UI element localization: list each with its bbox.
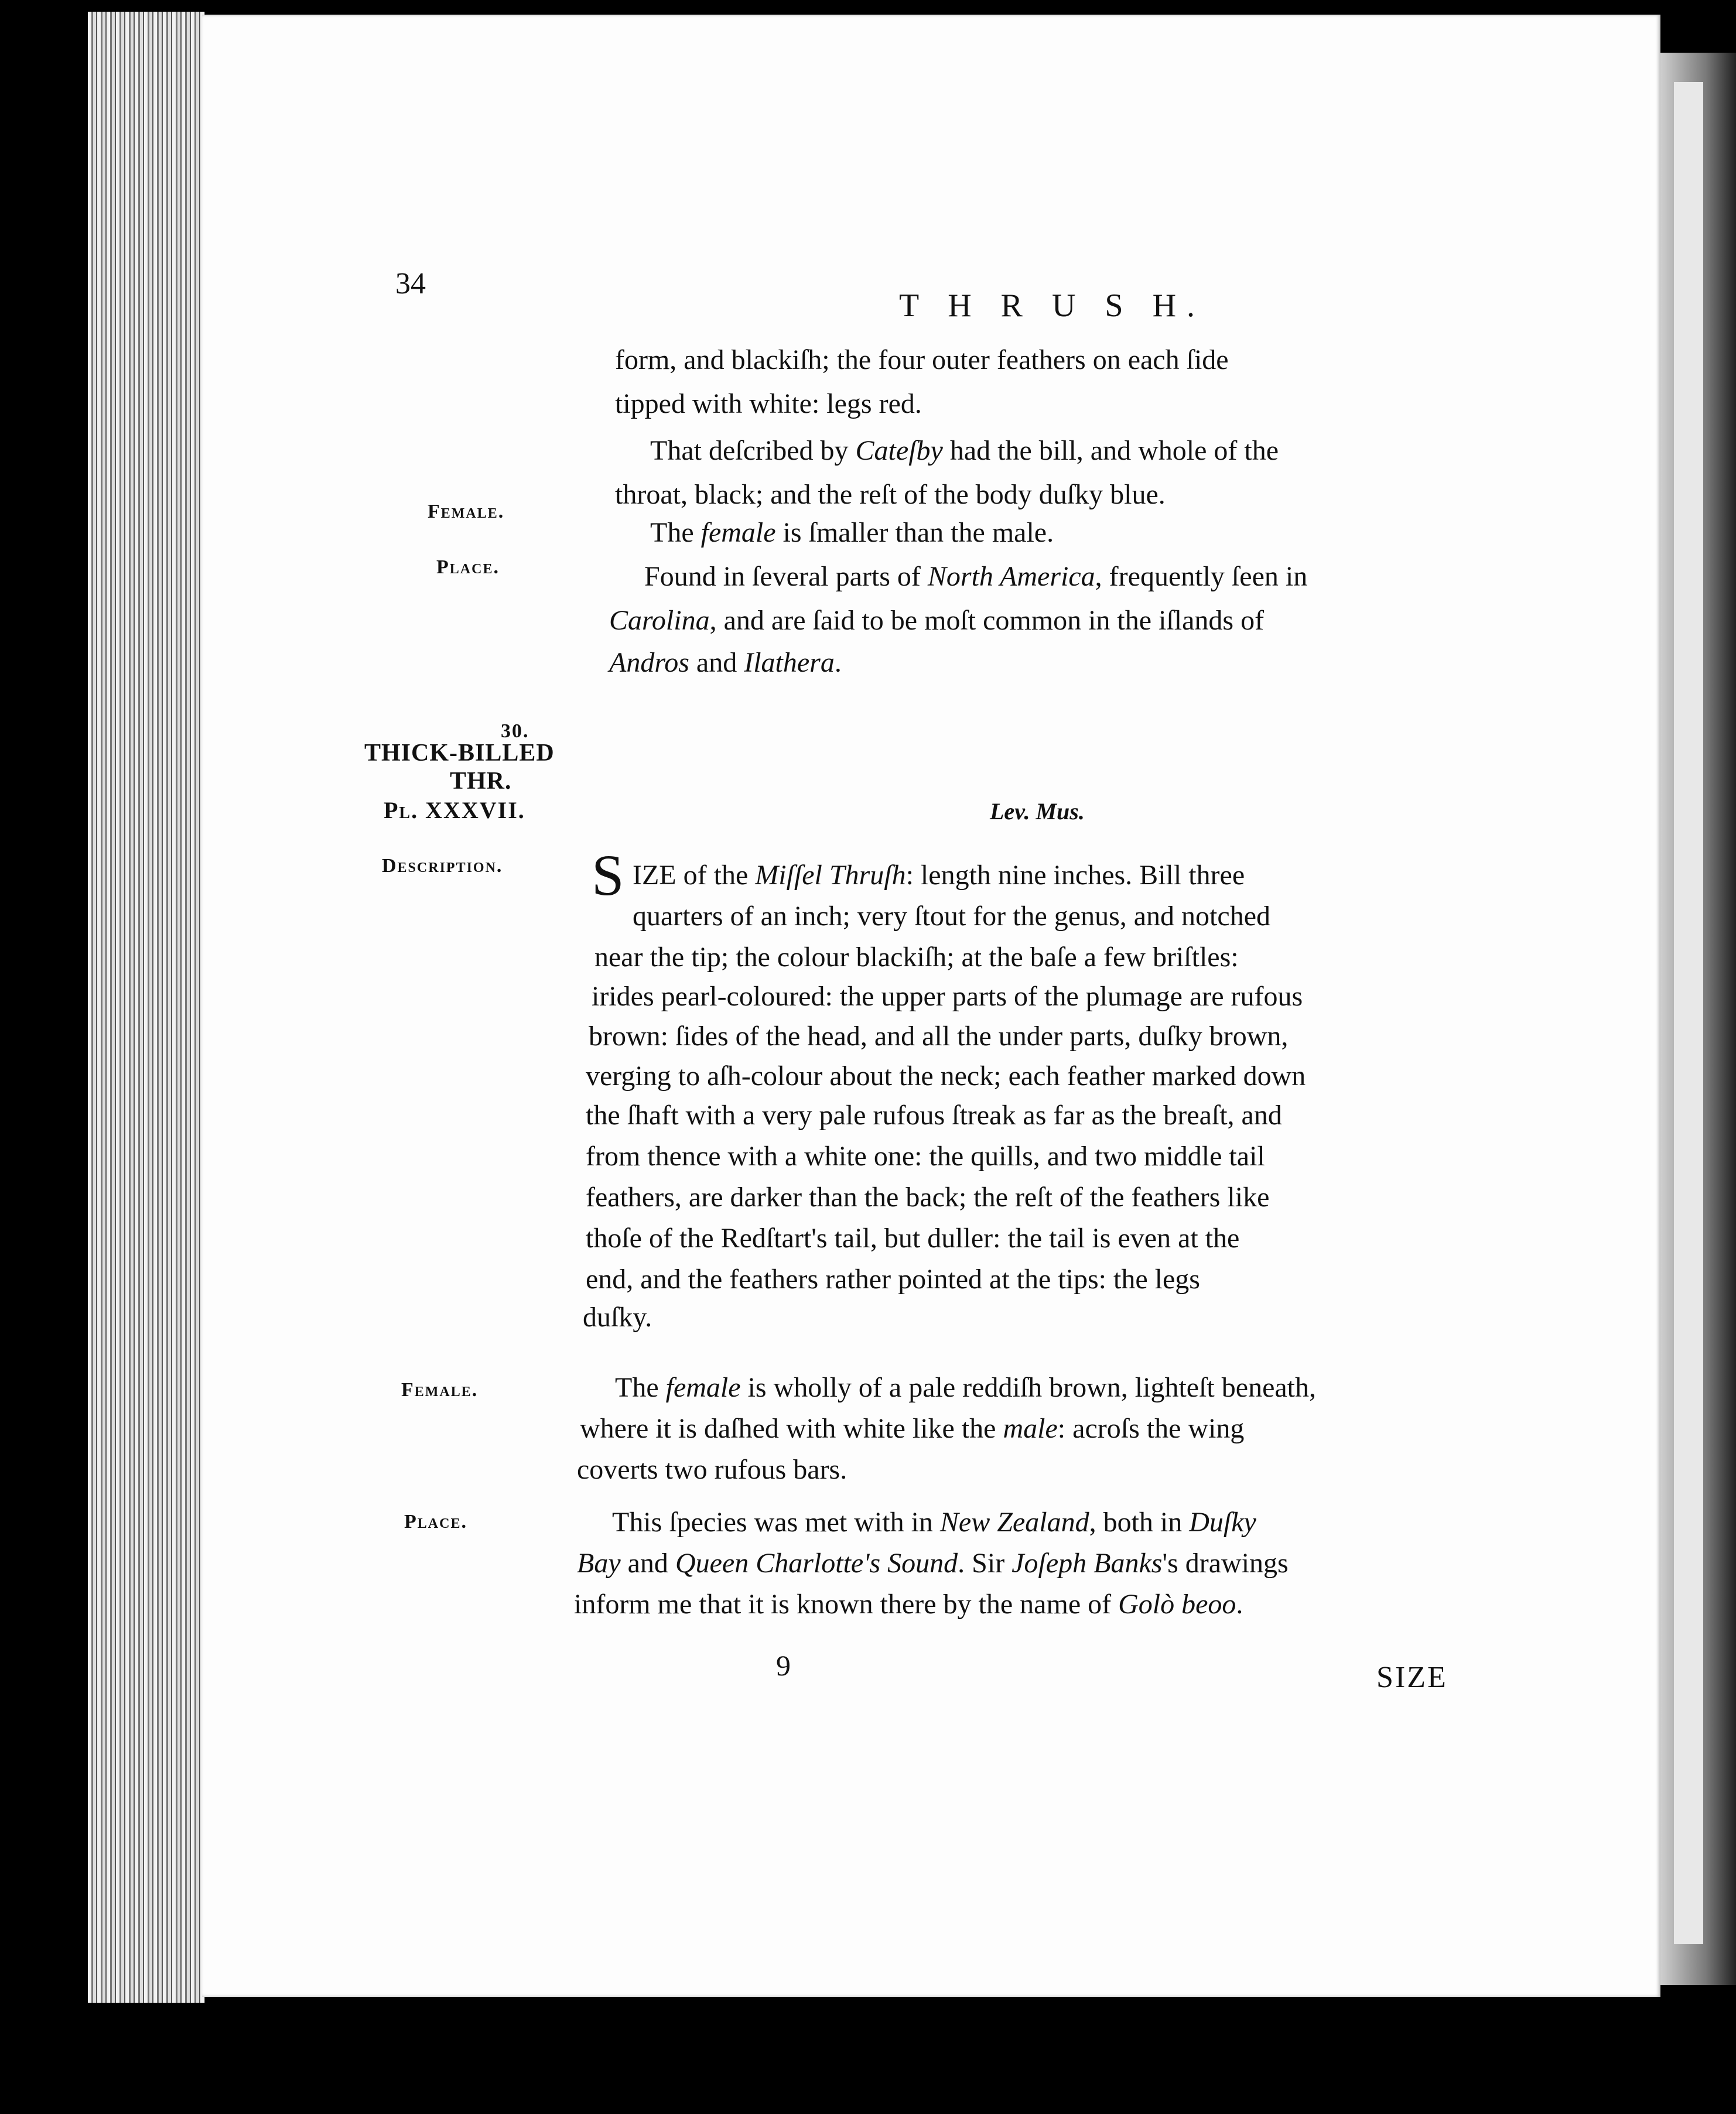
catchword: SIZE	[1376, 1661, 1448, 1694]
sidenote-plate: Pl. XXXVII.	[384, 797, 525, 823]
sidenote-female: Female.	[428, 501, 505, 522]
text-line: thoſe of the Redſtart's tail, but duller: the tail is even at the	[586, 1223, 1240, 1254]
sidenote-place-2: Place.	[404, 1511, 467, 1533]
text-line: end, and the feathers rather pointed at the tips: the legs	[586, 1264, 1200, 1295]
text-line: where it is daſhed with white like the male: acroſs the wing	[580, 1413, 1245, 1444]
text-line: verging to aſh-colour about the neck; each feather marked down	[586, 1061, 1306, 1092]
sidenote-female-2: Female.	[401, 1379, 479, 1401]
text-line: Found in ſeveral parts of North America, frequently ſeen in	[644, 561, 1308, 592]
text-line: Bay and Queen Charlotte's Sound. Sir Joſeph Banks's drawings	[577, 1548, 1289, 1579]
text-line: tipped with white: legs red.	[615, 388, 922, 419]
page-fore-edge	[88, 12, 205, 2003]
text-line: brown: ſides of the head, and all the under parts, duſky brown,	[589, 1021, 1289, 1052]
text-line: irides pearl-coloured: the upper parts of the plumage are rufous	[592, 981, 1303, 1012]
page-number: 34	[395, 267, 426, 300]
text-line: duſky.	[583, 1302, 652, 1333]
drop-cap: S	[592, 843, 624, 908]
text-line: coverts two rufous bars.	[577, 1454, 848, 1485]
text-line: That deſcribed by Cateſby had the bill, and whole of the	[650, 435, 1279, 466]
text-line: form, and blackiſh; the four outer feathers on each ſide	[615, 344, 1229, 375]
text-line: Andros and Ilathera.	[609, 647, 842, 678]
plate-reference: Lev. Mus.	[990, 798, 1085, 825]
text-line: inform me that it is known there by the name of Golò beoo.	[574, 1589, 1243, 1620]
text-line: near the tip; the colour blackiſh; at the baſe a few briſtles:	[594, 942, 1239, 973]
sidenote-place: Place.	[436, 556, 500, 578]
facing-page-strip	[1674, 82, 1703, 1944]
text-line: the ſhaft with a very pale rufous ſtreak as far as the breaſt, and	[586, 1100, 1282, 1131]
text-line: Carolina, and are ſaid to be moſt common in the iſlands of	[609, 605, 1265, 636]
text-line: The female is ſmaller than the male.	[650, 517, 1054, 548]
text-line: throat, black; and the reſt of the body duſky blue.	[615, 479, 1166, 510]
text-line: quarters of an inch; very ſtout for the genus, and notched	[633, 901, 1270, 932]
text-line: IZE of the Miſſel Thruſh: length nine inches. Bill three	[633, 860, 1245, 891]
sidenote-species-name-2: THR.	[450, 768, 512, 795]
sidenote-species-name: THICK-BILLED	[364, 740, 555, 767]
text-line: The female is wholly of a pale reddiſh brown, lighteſt beneath,	[615, 1372, 1317, 1403]
text-line: This ſpecies was met with in New Zealand, both in Duſky	[612, 1507, 1256, 1538]
signature-mark: 9	[776, 1649, 791, 1682]
text-line: feathers, are darker than the back; the reſt of the feathers like	[586, 1182, 1270, 1213]
sidenote-species-number: 30.	[501, 720, 529, 742]
text-line: from thence with a white one: the quills, and two middle tail	[586, 1141, 1265, 1172]
running-title: T H R U S H.	[899, 288, 1206, 324]
sidenote-description: Description.	[382, 855, 503, 877]
